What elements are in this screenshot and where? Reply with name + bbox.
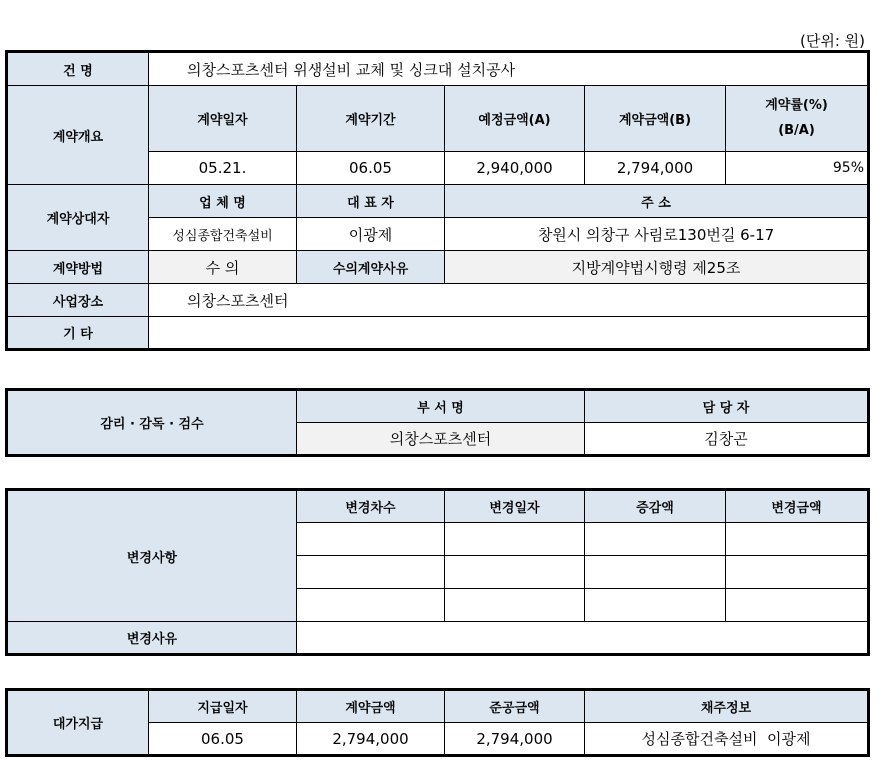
- header-manager: 담 당 자: [585, 390, 869, 423]
- change-cell: [585, 556, 726, 589]
- site-value: 의창스포츠센터: [149, 284, 869, 317]
- value-address: 창원시 의창구 사림로130번길 6-17: [445, 218, 869, 251]
- value-creditor-info: 성심종합건축설비 이광제: [585, 723, 869, 756]
- change-cell: [726, 523, 869, 556]
- value-contract-date: 05.21.: [149, 152, 297, 185]
- header-contract-period: 계약기간: [297, 86, 445, 152]
- site-label: 사업장소: [7, 284, 149, 317]
- value-payment-contract-amount: 2,794,000: [297, 723, 445, 756]
- header-department: 부 서 명: [297, 390, 585, 423]
- etc-value: [149, 317, 869, 350]
- value-completion-amount: 2,794,000: [445, 723, 585, 756]
- change-reason-label: 변경사유: [7, 622, 297, 655]
- header-change-date: 변경일자: [445, 490, 585, 523]
- change-cell: [297, 523, 445, 556]
- change-cell: [585, 589, 726, 622]
- change-cell: [445, 556, 585, 589]
- header-contract-date: 계약일자: [149, 86, 297, 152]
- value-manager: 김창곤: [585, 423, 869, 456]
- header-company: 업 체 명: [149, 185, 297, 218]
- header-contract-rate-line2: (B/A): [778, 122, 815, 138]
- header-contract-amount: 계약금액(B): [585, 86, 726, 152]
- value-department: 의창스포츠센터: [297, 423, 585, 456]
- contract-name-label: 건 명: [7, 52, 149, 86]
- change-cell: [726, 556, 869, 589]
- header-payment-date: 지급일자: [149, 690, 297, 723]
- reason-label: 수의계약사유: [297, 251, 445, 284]
- changes-label: 변경사항: [7, 490, 297, 622]
- header-contract-rate: [726, 86, 869, 152]
- method-label: 계약방법: [7, 251, 149, 284]
- party-label: 계약상대자: [7, 185, 149, 251]
- header-changed-amount: 변경금액: [726, 490, 869, 523]
- contract-name-value: 의창스포츠센터 위생설비 교체 및 싱크대 설치공사: [149, 52, 869, 86]
- contract-table: [5, 50, 870, 351]
- change-reason-value: [297, 622, 869, 655]
- header-payment-contract-amount: 계약금액: [297, 690, 445, 723]
- change-cell: [726, 589, 869, 622]
- payment-label: 대가지급: [7, 690, 149, 756]
- change-cell: [297, 556, 445, 589]
- value-representative: 이광제: [297, 218, 445, 251]
- supervision-label: 감리 · 감독 · 검수: [7, 390, 297, 456]
- overview-label: 계약개요: [7, 86, 149, 185]
- header-creditor-info: 채주정보: [585, 690, 869, 723]
- etc-label: 기 타: [7, 317, 149, 350]
- header-representative: 대 표 자: [297, 185, 445, 218]
- value-contract-amount: 2,794,000: [585, 152, 726, 185]
- change-cell: [297, 589, 445, 622]
- supervision-table: [5, 388, 870, 457]
- value-contract-rate: 95%: [726, 152, 869, 185]
- header-change-delta: 증감액: [585, 490, 726, 523]
- change-cell: [445, 523, 585, 556]
- value-estimated-amount: 2,940,000: [445, 152, 585, 185]
- header-change-number: 변경차수: [297, 490, 445, 523]
- change-cell: [585, 523, 726, 556]
- header-contract-rate-line1: 계약률(%): [765, 97, 828, 113]
- value-company: 성심종합건축설비: [149, 218, 297, 251]
- value-contract-period: 06.05: [297, 152, 445, 185]
- unit-label: (단위: 원): [800, 32, 865, 50]
- header-completion-amount: 준공금액: [445, 690, 585, 723]
- change-cell: [445, 589, 585, 622]
- payment-table: [5, 688, 870, 757]
- method-value: 수 의: [149, 251, 297, 284]
- changes-table: [5, 488, 870, 656]
- value-payment-date: 06.05: [149, 723, 297, 756]
- header-estimated-amount: 예정금액(A): [445, 86, 585, 152]
- reason-value: 지방계약법시행령 제25조: [445, 251, 869, 284]
- header-address: 주 소: [445, 185, 869, 218]
